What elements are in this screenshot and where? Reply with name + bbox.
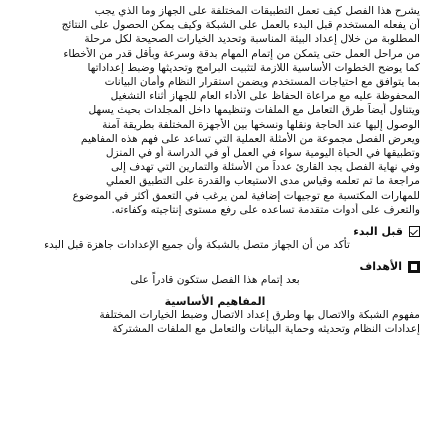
intro-line: كما يوضح الخطوات الأساسية اللازمة لتثبيت البرامج وتحديثها وضبط إعداداتها xyxy=(87,61,420,74)
section-heading-concepts xyxy=(10,295,420,308)
intro-line: وتطبيقها في الحياة اليومية سواء في العمل أو في الدراسة أو في المنزل xyxy=(105,147,420,160)
section-title: الأهداف xyxy=(359,260,402,274)
intro-line: بما يتوافق مع احتياجات المستخدم ويضمن استقرار النظام وأمان البيانات xyxy=(104,76,420,89)
section-body: تأكد من أن الجهاز متصل بالشبكة وأن جميع الإعدادات جاهزة قبل البدء xyxy=(44,239,350,252)
checkbox-icon xyxy=(409,226,420,237)
intro-line: من مراحل العمل حتى يتمكن من إتمام المهام بدقة وسرعة وبأقل قدر من الأخطاء xyxy=(63,47,420,60)
intro-line: وفي نهاية الفصل يجد القارئ عدداً من الأسئلة والتمارين التي تهدف إلى xyxy=(110,161,420,174)
intro-line: المطلوبة من خلال إعداد البيئة المناسبة وتحديد الخيارات الصحيحة لكل مرحلة xyxy=(84,33,420,46)
section-title: المفاهيم الأساسية xyxy=(164,295,266,309)
intro-paragraph xyxy=(10,4,420,217)
section-heading-objectives xyxy=(10,260,420,273)
section-title: قبل البدء xyxy=(353,225,403,239)
intro-line: أن يفعله المستخدم قبل البدء بالعمل على الشبكة وكيف يمكن الحصول على النتائج xyxy=(61,19,420,32)
intro-line: ويتناول أيضاً طرق التعامل مع الملفات وتنظيمها داخل المجلدات بحيث يسهل xyxy=(88,104,420,117)
intro-line: والتعرف على أدوات متقدمة تساعده على رفع مستوى إنتاجيته وكفاءته. xyxy=(111,203,420,216)
intro-line: ويعرض الفصل مجموعة من الأمثلة العملية التي تساعد على فهم هذه المفاهيم xyxy=(80,132,420,145)
intro-line: يشرح هذا الفصل كيف تعمل التطبيقات المختلفة على الجهاز وما الذي يجب xyxy=(94,5,420,17)
section-body-line: مفهوم الشبكة والاتصال بها وطرق إعداد الاتصال وضبط الخيارات المختلفة xyxy=(99,309,420,322)
intro-line: الوصول إليها عند الحاجة ونقلها ونسخها بين الأجهزة المختلفة بطريقة آمنة xyxy=(102,118,420,131)
section-heading-before-start xyxy=(10,225,420,238)
section-body: بعد إتمام هذا الفصل ستكون قادراً على xyxy=(130,274,300,287)
intro-line: للمهارات المكتسبة مع توجيهات إضافية لمن يرغب في التعمق أكثر في الموضوع xyxy=(72,189,420,202)
intro-line: مراجعة ما تم تعلمه وقياس مدى الاستيعاب والقدرة على التطبيق العملي xyxy=(106,175,420,188)
intro-line: المحفوظة عليه مع مراعاة الحفاظ على الأداء العام للجهاز أثناء التشغيل xyxy=(110,90,420,103)
target-icon xyxy=(408,261,420,273)
section-body-line: إعدادات النظام وتحديثه وحماية البيانات والتعامل مع الملفات المشتركة xyxy=(112,323,420,336)
